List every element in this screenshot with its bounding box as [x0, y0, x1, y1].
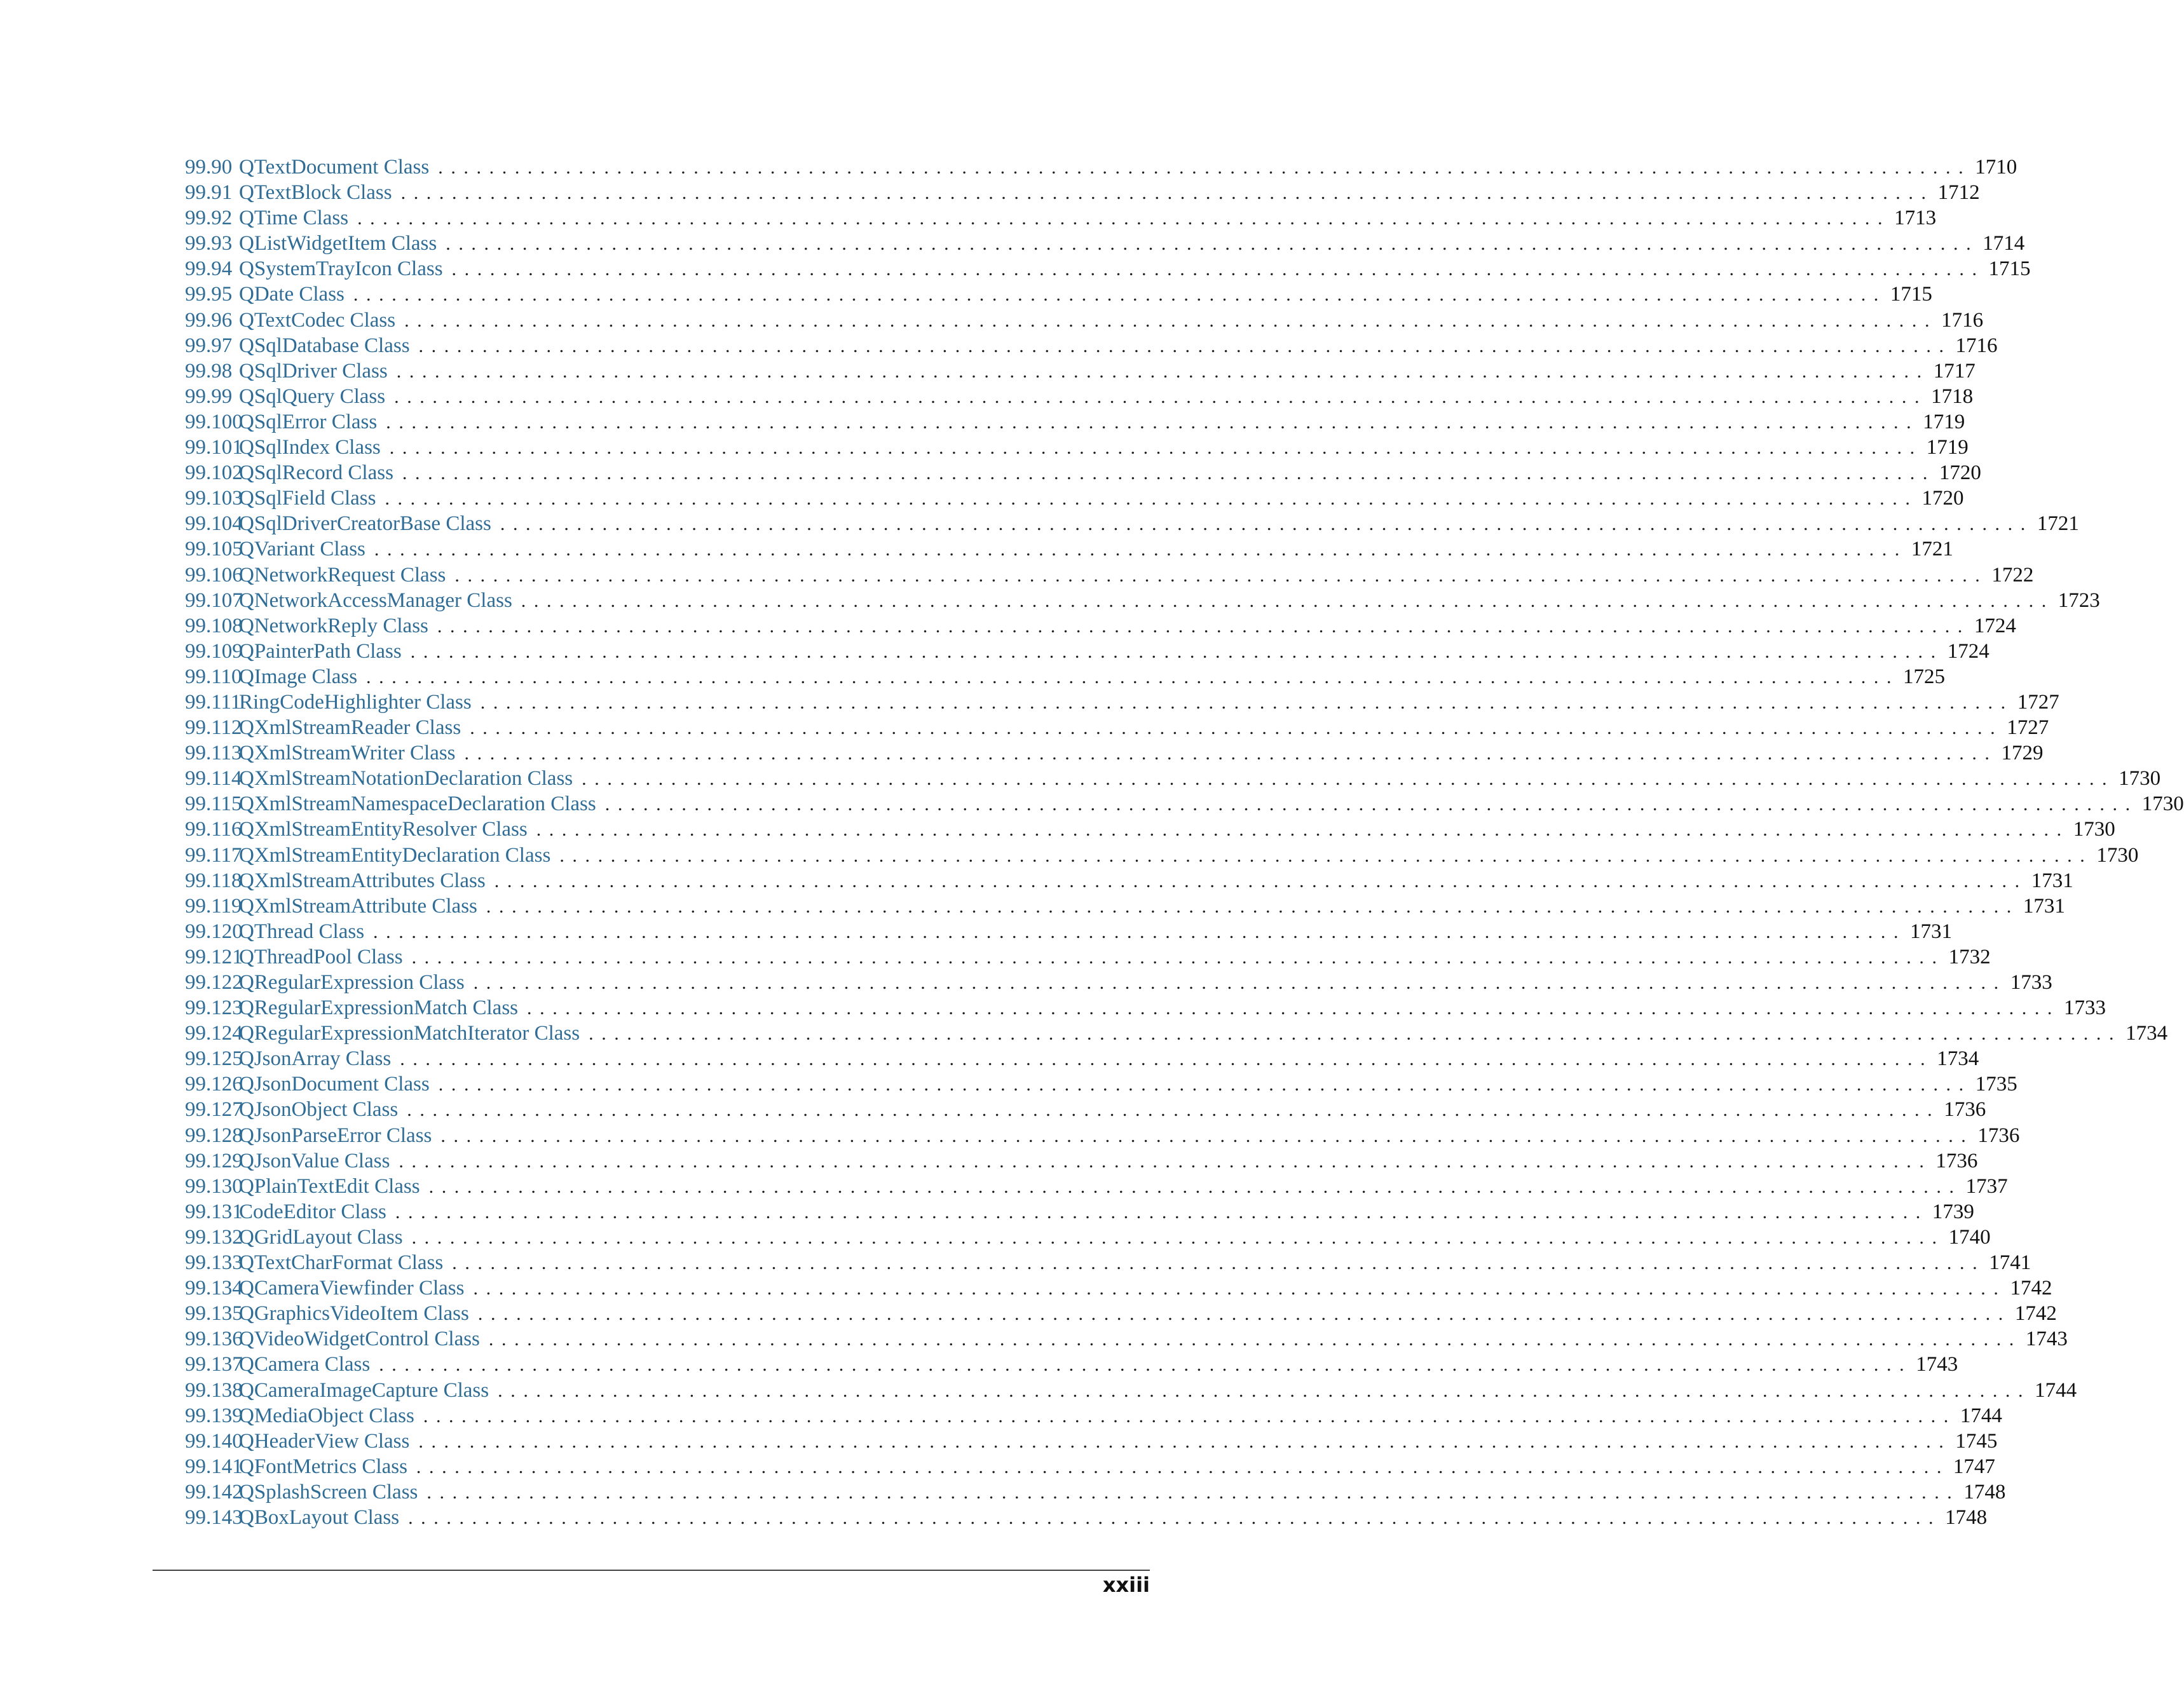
toc-entry-page: 1724 [1974, 614, 2016, 637]
toc-entry-page: 1747 [1953, 1455, 1995, 1478]
toc-entry[interactable] [185, 995, 2106, 1021]
toc-dot-leader: ........................................................................................................................ [498, 1380, 2031, 1401]
toc-dot-leader: ........................................................................................................................ [400, 1049, 1934, 1070]
toc-entry-page: 1734 [1937, 1047, 1979, 1071]
toc-entry-title[interactable]: QSqlDriver Class [239, 359, 388, 383]
toc-entry-number[interactable]: 99.133 [185, 1251, 243, 1275]
toc-entry[interactable] [185, 1326, 2068, 1352]
toc-entry[interactable] [185, 1021, 2168, 1046]
toc-entry-page: 1721 [1911, 538, 1953, 561]
toc-entry[interactable] [185, 1352, 1958, 1377]
toc-entry-number[interactable]: 99.138 [185, 1378, 243, 1402]
toc-entry-title[interactable]: QTextCharFormat Class [239, 1251, 444, 1275]
toc-entry[interactable] [185, 1403, 2002, 1429]
toc-entry[interactable] [185, 282, 1932, 307]
toc-entry-title[interactable]: QVariant Class [239, 538, 365, 561]
toc-dot-leader: ........................................................................................................................ [473, 972, 2007, 993]
toc-entry[interactable] [185, 486, 1964, 511]
toc-entry-title[interactable]: QRegularExpression Class [239, 971, 465, 994]
toc-entry[interactable] [185, 1071, 2017, 1097]
toc-entry-number[interactable]: 99.92 [185, 207, 233, 230]
toc-entry[interactable] [185, 384, 1974, 409]
toc-entry-page: 1716 [1941, 308, 1984, 332]
toc-entry-number[interactable]: 99.112 [185, 716, 242, 740]
toc-entry[interactable] [185, 1301, 2057, 1326]
toc-entry-title[interactable]: QXmlStreamEntityResolver Class [239, 818, 528, 841]
toc-entry-number[interactable]: 99.137 [185, 1353, 243, 1376]
toc-entry-number[interactable]: 99.91 [185, 181, 233, 205]
toc-entry-title[interactable]: QThread Class [239, 920, 365, 943]
toc-entry[interactable] [185, 1250, 2031, 1275]
toc-entry-page: 1733 [2064, 996, 2106, 1020]
toc-entry-number[interactable]: 99.100 [185, 410, 243, 433]
toc-entry-number[interactable]: 99.115 [185, 792, 242, 816]
toc-dot-leader: ........................................................................................................................ [486, 895, 2019, 917]
toc-entry-title[interactable]: QXmlStreamNamespaceDeclaration Class [239, 792, 596, 816]
toc-entry-number[interactable]: 99.142 [185, 1480, 243, 1504]
toc-entry[interactable] [185, 1097, 1986, 1122]
toc-entry-title[interactable]: QListWidgetItem Class [239, 232, 437, 255]
toc-dot-leader: ........................................................................................................................ [604, 794, 2138, 815]
toc-entry-title[interactable]: QFontMetrics Class [239, 1455, 407, 1478]
toc-entry-number[interactable]: 99.128 [185, 1124, 243, 1147]
toc-entry-title[interactable]: QSqlRecord Class [239, 461, 393, 485]
toc-entry[interactable] [185, 664, 1946, 689]
toc-entry-number[interactable]: 99.109 [185, 639, 243, 663]
toc-entry-page: 1735 [1975, 1073, 2017, 1096]
toc-dot-leader: ........................................................................................................................ [416, 1456, 1949, 1477]
toc-dot-leader: ........................................................................................................................ [488, 1329, 2022, 1350]
toc-entry-title[interactable]: RingCodeHighlighter Class [239, 690, 472, 714]
toc-entry-number[interactable]: 99.123 [185, 996, 243, 1020]
toc-entry-title[interactable]: QXmlStreamNotationDeclaration Class [239, 767, 573, 791]
toc-entry[interactable] [185, 689, 2059, 715]
toc-entry-page: 1719 [1926, 436, 1969, 459]
toc-entry-page: 1723 [2058, 588, 2100, 612]
toc-entry[interactable] [185, 868, 2073, 893]
toc-entry-page: 1725 [1903, 665, 1946, 688]
toc-entry-title[interactable]: QXmlStreamAttribute Class [239, 894, 477, 918]
toc-entry-number[interactable]: 99.111 [185, 690, 242, 714]
toc-entry-page: 1724 [1947, 639, 1989, 663]
toc-entry-title[interactable]: QRegularExpressionMatch Class [239, 996, 519, 1020]
toc-dot-leader: ........................................................................................................................ [399, 1150, 1932, 1172]
toc-entry-number[interactable]: 99.141 [185, 1455, 243, 1478]
toc-entry-number[interactable]: 99.95 [185, 283, 233, 306]
toc-entry-page: 1739 [1932, 1200, 1974, 1223]
toc-entry-page: 1745 [1955, 1429, 1998, 1453]
toc-entry[interactable] [185, 1174, 2008, 1199]
toc-dot-leader: ........................................................................................................................ [582, 768, 2115, 790]
toc-entry-title[interactable]: QTime Class [239, 207, 349, 230]
toc-dot-leader: ........................................................................................................................ [473, 1278, 2007, 1300]
toc-dot-leader: ........................................................................................................................ [395, 1201, 1928, 1223]
toc-entry-title[interactable]: QSystemTrayIcon Class [239, 257, 443, 281]
toc-entry-title[interactable]: QImage Class [239, 665, 358, 688]
toc-entry[interactable] [185, 1046, 1979, 1071]
toc-dot-leader: ........................................................................................................................ [400, 182, 1934, 204]
toc-entry[interactable] [185, 460, 1981, 486]
toc-dot-leader: ........................................................................................................................ [386, 411, 1920, 433]
toc-entry-page: 1720 [1921, 487, 1964, 510]
toc-dot-leader: ........................................................................................................................ [480, 691, 2014, 713]
toc-entry-page: 1719 [1923, 410, 1965, 433]
toc-entry-page: 1742 [2010, 1277, 2052, 1300]
toc-entry-title[interactable]: QTextBlock Class [239, 181, 392, 205]
toc-entry[interactable] [185, 205, 1937, 231]
toc-entry[interactable] [185, 1479, 2006, 1505]
toc-entry-number[interactable]: 99.106 [185, 563, 243, 587]
toc-entry-page: 1748 [1963, 1480, 2006, 1504]
toc-dot-leader: ........................................................................................................................ [500, 513, 2033, 535]
toc-entry-number[interactable]: 99.122 [185, 971, 243, 994]
toc-entry-page: 1717 [1933, 359, 1976, 383]
toc-entry-number[interactable]: 99.107 [185, 588, 243, 612]
toc-dot-leader: ........................................................................................................................ [402, 463, 1935, 484]
toc-entry-title[interactable]: QXmlStreamReader Class [239, 716, 461, 740]
toc-entry-page: 1730 [2096, 843, 2139, 867]
toc-entry-title[interactable]: QVideoWidgetControl Class [239, 1328, 480, 1351]
toc-entry-number[interactable]: 99.143 [185, 1505, 243, 1529]
toc-entry-page: 1710 [1975, 156, 2017, 179]
toc-dot-leader: ........................................................................................................................ [437, 615, 1970, 637]
toc-entry[interactable] [185, 1275, 2052, 1301]
toc-entry-page: 1734 [2126, 1022, 2168, 1045]
toc-entry-page: 1743 [1916, 1353, 1958, 1376]
toc-entry-number[interactable]: 99.116 [185, 818, 242, 841]
toc-entry[interactable] [185, 256, 2031, 282]
toc-entry-title[interactable]: QPainterPath Class [239, 639, 402, 663]
toc-entry-number[interactable]: 99.98 [185, 359, 233, 383]
toc-entry-title[interactable]: QJsonArray Class [239, 1047, 392, 1071]
toc-entry[interactable] [185, 1123, 2020, 1148]
toc-entry-number[interactable]: 99.124 [185, 1022, 243, 1045]
toc-entry-number[interactable]: 99.117 [185, 843, 242, 867]
toc-entry-title[interactable]: QSqlDatabase Class [239, 334, 410, 357]
page-number: xxiii [1102, 1573, 1150, 1597]
toc-entry[interactable] [185, 715, 2049, 740]
toc-entry-title[interactable]: QGraphicsVideoItem Class [239, 1302, 469, 1326]
toc-dot-leader: ........................................................................................................................ [418, 335, 1952, 356]
toc-dot-leader: ........................................................................................................................ [440, 1125, 1974, 1146]
toc-entry-page: 1727 [2007, 716, 2049, 740]
toc-entry-title[interactable]: QBoxLayout Class [239, 1505, 400, 1529]
toc-entry-title[interactable]: CodeEditor Class [239, 1200, 386, 1223]
toc-entry-title[interactable]: QPlainTextEdit Class [239, 1174, 420, 1198]
toc-entry-number[interactable]: 99.118 [185, 869, 242, 892]
toc-entry-number[interactable]: 99.94 [185, 257, 233, 281]
toc-entry-page: 1727 [2017, 690, 2059, 714]
toc-entry-title[interactable]: QXmlStreamAttributes Class [239, 869, 486, 892]
toc-entry-number[interactable]: 99.105 [185, 538, 243, 561]
toc-entry-title[interactable]: QJsonDocument Class [239, 1073, 430, 1096]
toc-entry-number[interactable]: 99.99 [185, 384, 233, 408]
toc-entry-number[interactable]: 99.102 [185, 461, 243, 485]
toc-entry[interactable] [185, 231, 2025, 256]
toc-entry[interactable] [185, 1225, 1991, 1250]
toc-dot-leader: ........................................................................................................................ [589, 1023, 2122, 1045]
toc-entry-number[interactable]: 99.110 [185, 665, 242, 688]
toc-entry-page: 1736 [1935, 1149, 1978, 1172]
toc-entry-number[interactable]: 99.108 [185, 614, 243, 637]
toc-dot-leader: ........................................................................................................................ [379, 1354, 1913, 1376]
toc-entry[interactable] [185, 1148, 1978, 1174]
toc-entry-page: 1731 [2031, 869, 2073, 892]
toc-dot-leader: ........................................................................................................................ [446, 233, 1979, 255]
toc-entry-number[interactable]: 99.104 [185, 512, 243, 536]
toc-entry-title[interactable]: QDate Class [239, 283, 345, 306]
toc-entry-number[interactable]: 99.125 [185, 1047, 243, 1071]
toc-entry-title[interactable]: QSplashScreen Class [239, 1480, 418, 1504]
toc-entry[interactable] [185, 1429, 1998, 1454]
toc-entry-title[interactable]: QJsonObject Class [239, 1098, 399, 1122]
toc-dot-leader: ........................................................................................................................ [389, 437, 1923, 459]
toc-entry-page: 1737 [1965, 1174, 2008, 1198]
toc-entry-title[interactable]: QXmlStreamWriter Class [239, 742, 456, 765]
toc-entry-number[interactable]: 99.101 [185, 436, 243, 459]
toc-entry-page: 1730 [2119, 767, 2161, 791]
toc-entry-title[interactable]: QTextDocument Class [239, 156, 430, 179]
toc-entry[interactable] [185, 919, 1953, 944]
toc-entry-number[interactable]: 99.134 [185, 1277, 243, 1300]
toc-entry-number[interactable]: 99.103 [185, 487, 243, 510]
toc-entry-page: 1731 [1910, 920, 1953, 943]
toc-dot-leader: ........................................................................................................................ [410, 641, 1944, 662]
toc-entry[interactable] [185, 333, 1998, 358]
toc-entry-number[interactable]: 99.96 [185, 308, 233, 332]
toc-entry-number[interactable]: 99.97 [185, 334, 233, 357]
toc-entry-title[interactable]: QTextCodec Class [239, 308, 396, 332]
toc-entry[interactable] [185, 970, 2052, 995]
toc-entry-page: 1715 [1890, 283, 1932, 306]
toc-entry[interactable] [185, 1199, 1974, 1225]
toc-entry-page: 1730 [2141, 792, 2184, 816]
toc-entry-page: 1729 [2001, 742, 2044, 765]
toc-entry-page: 1732 [1948, 945, 1991, 968]
toc-dot-leader: ........................................................................................................................ [454, 564, 1988, 586]
toc-entry[interactable] [185, 154, 2017, 180]
toc-entry-number[interactable]: 99.131 [185, 1200, 243, 1223]
toc-entry[interactable] [185, 588, 2100, 613]
toc-entry[interactable] [185, 562, 2034, 588]
toc-entry-page: 1720 [1939, 461, 1981, 485]
toc-entry-page: 1715 [1988, 257, 2031, 281]
toc-entry-number[interactable]: 99.113 [185, 742, 242, 765]
toc-dot-leader: ........................................................................................................................ [470, 717, 2003, 739]
toc-dot-leader: ........................................................................................................................ [427, 1481, 1960, 1503]
toc-dot-leader: ........................................................................................................................ [451, 259, 1985, 280]
toc-entry-page: 1736 [1977, 1124, 2020, 1147]
toc-entry-page: 1730 [2073, 818, 2115, 841]
toc-entry-title[interactable]: QSqlDriverCreatorBase Class [239, 512, 491, 536]
toc-entry-title[interactable]: QSqlError Class [239, 410, 378, 433]
table-of-contents [185, 154, 2184, 1530]
toc-entry-page: 1721 [2037, 512, 2079, 536]
toc-entry-title[interactable]: QGridLayout Class [239, 1225, 403, 1249]
toc-entry-page: 1713 [1894, 207, 1937, 230]
toc-entry-title[interactable]: QNetworkRequest Class [239, 563, 446, 587]
toc-dot-leader: ........................................................................................................................ [357, 208, 1891, 229]
toc-dot-leader: ........................................................................................................................ [385, 488, 1918, 510]
toc-entry-page: 1733 [2010, 971, 2052, 994]
toc-entry[interactable] [185, 843, 2139, 868]
toc-dot-leader: ........................................................................................................................ [464, 743, 1998, 764]
toc-entry-page: 1722 [1991, 563, 2034, 587]
toc-dot-leader: ........................................................................................................................ [411, 946, 1945, 968]
toc-dot-leader: ........................................................................................................................ [559, 845, 2093, 866]
toc-entry-number[interactable]: 99.127 [185, 1098, 243, 1122]
toc-entry-title[interactable]: QNetworkReply Class [239, 614, 428, 637]
toc-entry-title[interactable]: QSqlQuery Class [239, 384, 386, 408]
toc-entry[interactable] [185, 893, 2065, 919]
toc-entry-number[interactable]: 99.119 [185, 894, 242, 918]
toc-entry[interactable] [185, 817, 2115, 842]
toc-dot-leader: ........................................................................................................................ [366, 666, 1900, 688]
toc-dot-leader: ........................................................................................................................ [394, 386, 1928, 407]
toc-entry[interactable] [185, 1505, 1988, 1530]
toc-entry[interactable] [185, 1454, 1995, 1479]
toc-entry-page: 1712 [1937, 181, 1980, 205]
toc-entry-number[interactable]: 99.126 [185, 1073, 243, 1096]
footer-rule [153, 1570, 1150, 1571]
toc-dot-leader: ........................................................................................................................ [521, 590, 2054, 611]
toc-entry-page: 1744 [2035, 1378, 2077, 1402]
toc-entry[interactable] [185, 1378, 2077, 1403]
toc-dot-leader: ........................................................................................................................ [396, 360, 1930, 382]
toc-entry-title[interactable]: QCameraViewfinder Class [239, 1277, 465, 1300]
toc-entry-page: 1748 [1945, 1505, 1988, 1529]
toc-entry-number[interactable]: 99.132 [185, 1225, 243, 1249]
toc-entry[interactable] [185, 409, 1965, 435]
toc-entry-page: 1718 [1931, 384, 1974, 408]
toc-entry-number[interactable]: 99.139 [185, 1404, 243, 1427]
toc-entry-number[interactable]: 99.120 [185, 920, 243, 943]
toc-entry-number[interactable]: 99.93 [185, 232, 233, 255]
toc-entry[interactable] [185, 358, 1976, 384]
toc-entry-title[interactable]: QJsonValue Class [239, 1149, 390, 1172]
toc-entry-number[interactable]: 99.135 [185, 1302, 243, 1326]
toc-entry[interactable] [185, 308, 1984, 333]
toc-entry-number[interactable]: 99.121 [185, 945, 243, 968]
toc-entry[interactable] [185, 791, 2184, 817]
toc-entry-number[interactable]: 99.129 [185, 1149, 243, 1172]
toc-entry[interactable] [185, 613, 2016, 639]
toc-dot-leader: ........................................................................................................................ [428, 1176, 1962, 1197]
toc-dot-leader: ........................................................................................................................ [452, 1253, 1986, 1274]
toc-entry-page: 1740 [1948, 1225, 1991, 1249]
toc-entry-number[interactable]: 99.114 [185, 767, 242, 791]
toc-entry-page: 1731 [2023, 894, 2065, 918]
toc-dot-leader: ........................................................................................................................ [411, 1226, 1945, 1248]
toc-dot-leader: ........................................................................................................................ [418, 1430, 1952, 1452]
toc-entry-title[interactable]: QXmlStreamEntityDeclaration Class [239, 843, 551, 867]
toc-entry[interactable] [185, 740, 2044, 766]
toc-dot-leader: ........................................................................................................................ [438, 1074, 1972, 1096]
toc-entry-number[interactable]: 99.130 [185, 1174, 243, 1198]
toc-dot-leader: ........................................................................................................................ [477, 1303, 2011, 1325]
toc-entry-number[interactable]: 99.140 [185, 1429, 243, 1453]
toc-entry-page: 1744 [1960, 1404, 2002, 1427]
toc-dot-leader: ........................................................................................................................ [404, 309, 1938, 331]
toc-dot-leader: ........................................................................................................................ [407, 1099, 1941, 1121]
toc-entry-title[interactable]: QSqlField Class [239, 487, 376, 510]
toc-entry-page: 1716 [1955, 334, 1998, 357]
toc-dot-leader: ........................................................................................................................ [408, 1507, 1942, 1528]
toc-entry[interactable] [185, 766, 2161, 791]
toc-dot-leader: ........................................................................................................................ [353, 284, 1887, 306]
toc-entry-page: 1741 [1989, 1251, 2031, 1275]
toc-dot-leader: ........................................................................................................................ [373, 921, 1907, 942]
toc-entry[interactable] [185, 944, 1991, 970]
toc-entry-page: 1736 [1944, 1098, 1986, 1122]
toc-entry-title[interactable]: QCameraImageCapture Class [239, 1378, 489, 1402]
toc-entry-title[interactable]: QRegularExpressionMatchIterator Class [239, 1022, 580, 1045]
toc-entry-number[interactable]: 99.90 [185, 156, 233, 179]
toc-entry-title[interactable]: QMediaObject Class [239, 1404, 414, 1427]
toc-entry-title[interactable]: QCamera Class [239, 1353, 371, 1376]
toc-entry-title[interactable]: QNetworkAccessManager Class [239, 588, 512, 612]
toc-dot-leader: ........................................................................................................................ [423, 1405, 1956, 1427]
toc-entry-page: 1714 [1983, 232, 2025, 255]
toc-entry[interactable] [185, 511, 2079, 536]
toc-entry[interactable] [185, 180, 1980, 205]
toc-entry[interactable] [185, 639, 1989, 664]
toc-entry-title[interactable]: QJsonParseError Class [239, 1124, 432, 1147]
toc-entry-page: 1743 [2025, 1328, 2068, 1351]
toc-entry-number[interactable]: 99.136 [185, 1328, 243, 1351]
toc-entry-page: 1742 [2014, 1302, 2057, 1326]
toc-entry-title[interactable]: QHeaderView Class [239, 1429, 410, 1453]
toc-entry[interactable] [185, 536, 1953, 562]
toc-entry[interactable] [185, 435, 1969, 460]
toc-entry-title[interactable]: QThreadPool Class [239, 945, 403, 968]
toc-dot-leader: ........................................................................................................................ [438, 157, 1972, 178]
toc-entry-title[interactable]: QSqlIndex Class [239, 436, 381, 459]
toc-dot-leader: ........................................................................................................................ [374, 539, 1908, 560]
toc-dot-leader: ........................................................................................................................ [494, 870, 2028, 892]
toc-dot-leader: ........................................................................................................................ [527, 998, 2061, 1019]
toc-dot-leader: ........................................................................................................................ [536, 819, 2070, 841]
